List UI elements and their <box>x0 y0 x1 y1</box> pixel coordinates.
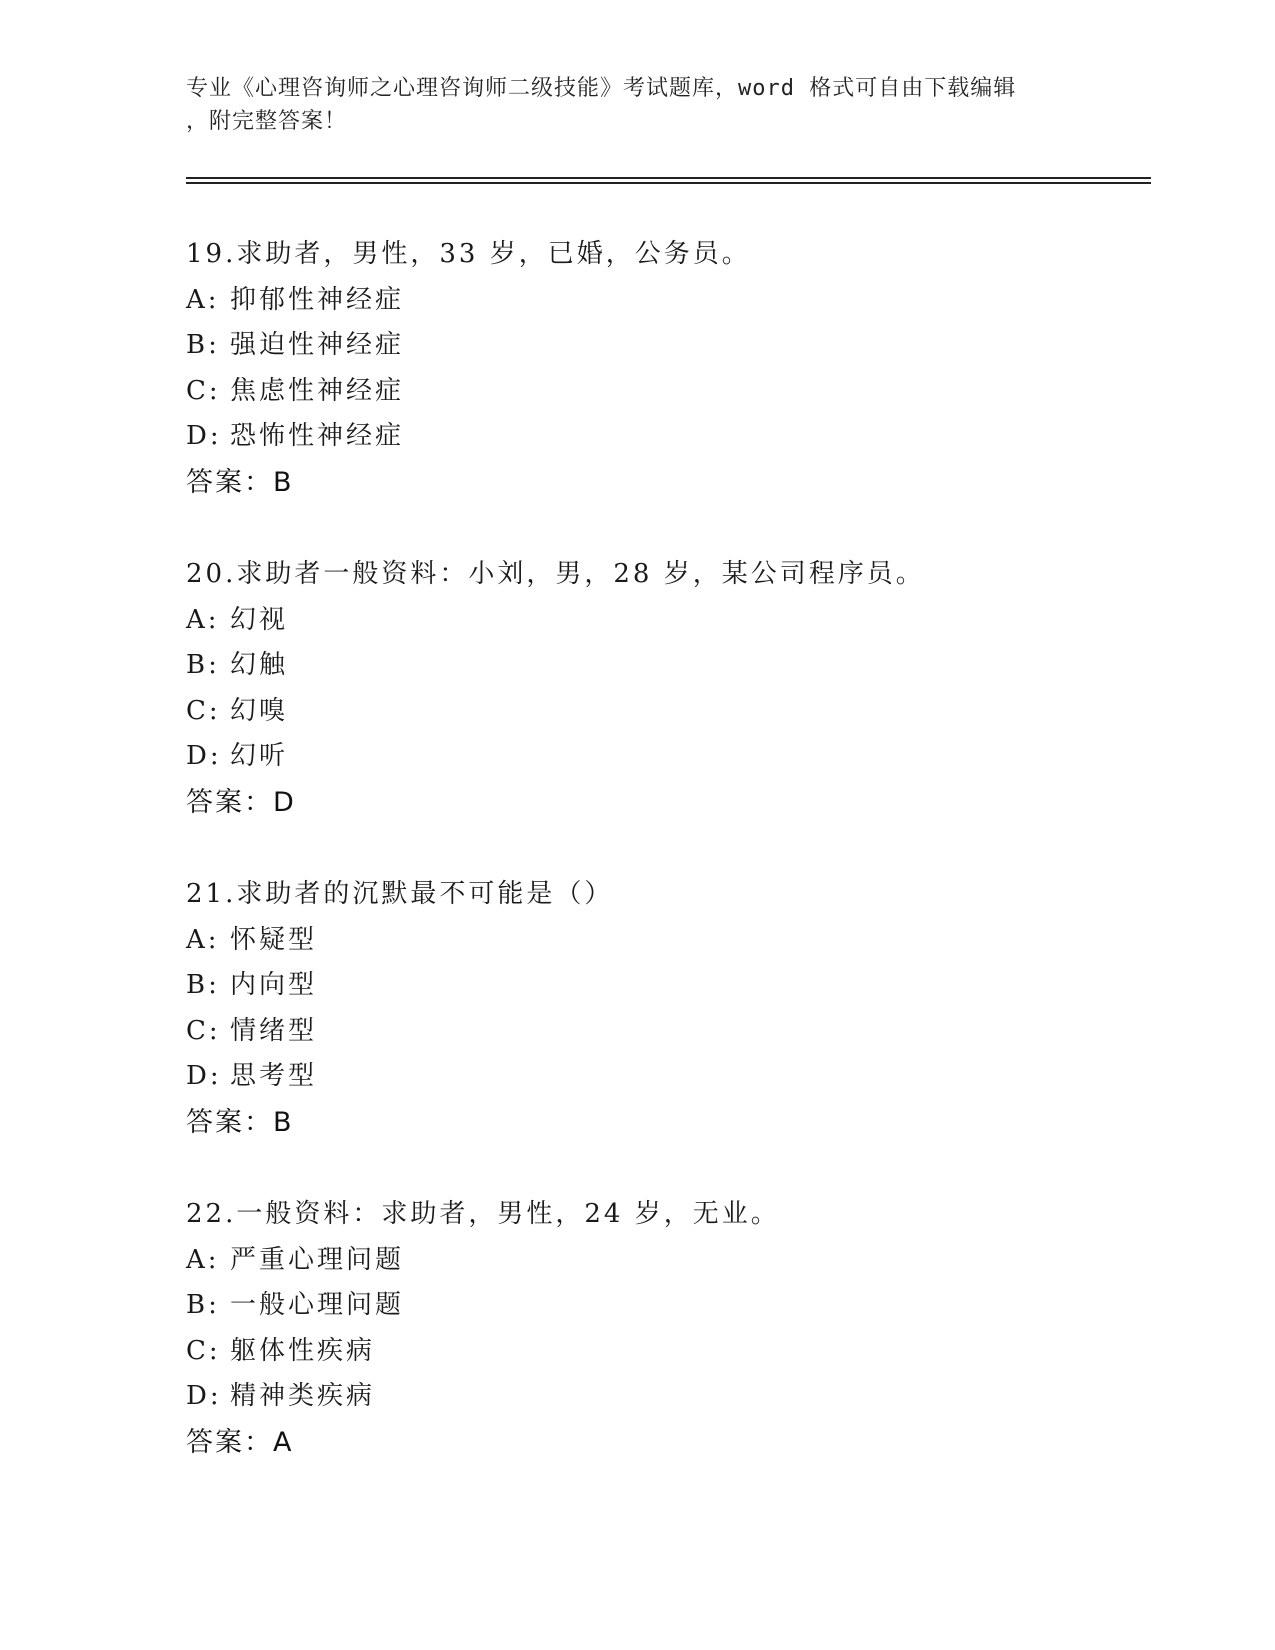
option-c <box>186 1009 1126 1055</box>
answer-value: B <box>273 466 294 498</box>
answer-value: A <box>273 1426 294 1458</box>
question-stem: 21.求助者的沉默最不可能是（） <box>186 879 614 909</box>
question-stem: 22.一般资料：求助者，男性，24 岁，无业。 <box>186 1199 780 1229</box>
option-text: 思考型 <box>230 1061 318 1091</box>
option-key: B: <box>186 330 220 360</box>
option-a <box>186 918 1126 964</box>
question-21 <box>186 872 1126 1145</box>
option-text: 内向型 <box>230 970 318 1000</box>
answer-label: 答案： <box>186 1426 273 1458</box>
option-a <box>186 598 1126 644</box>
option-b <box>186 1283 1126 1329</box>
option-key: D: <box>186 1061 222 1091</box>
option-text: 幻嗅 <box>230 695 289 726</box>
option-d <box>186 1374 1126 1420</box>
header-divider-bottom <box>186 182 1151 184</box>
document-header <box>186 72 1086 138</box>
option-text: 精神类疾病 <box>230 1381 376 1411</box>
option-text: 幻触 <box>230 650 289 680</box>
option-key: D: <box>186 741 222 771</box>
option-text: 幻视 <box>230 604 289 635</box>
option-key: B: <box>186 650 220 680</box>
option-c <box>186 689 1126 735</box>
question-22 <box>186 1192 1126 1465</box>
answer-label: 答案： <box>186 786 273 818</box>
option-key: D: <box>186 1381 222 1411</box>
header-divider-top <box>186 177 1151 179</box>
option-key: A: <box>186 924 220 955</box>
option-text: 恐怖性神经症 <box>230 421 405 451</box>
option-text: 一般心理问题 <box>230 1290 405 1320</box>
option-key: D: <box>186 421 222 451</box>
answer-line <box>186 1100 1126 1146</box>
answer-line <box>186 780 1126 826</box>
header-line-2: ，附完整答案！ <box>186 109 348 134</box>
question-stem: 20.求助者一般资料：小刘，男，28 岁，某公司程序员。 <box>186 559 925 589</box>
option-key: C: <box>186 1015 221 1046</box>
option-a <box>186 278 1126 324</box>
option-text: 抑郁性神经症 <box>230 284 405 315</box>
answer-value: B <box>273 1106 294 1138</box>
question-20 <box>186 552 1126 825</box>
option-b <box>186 643 1126 689</box>
answer-label: 答案： <box>186 1106 273 1138</box>
option-d <box>186 734 1126 780</box>
option-key: C: <box>186 375 221 406</box>
option-d <box>186 1054 1126 1100</box>
answer-value: D <box>273 786 296 818</box>
answer-line <box>186 460 1126 506</box>
option-text: 严重心理问题 <box>230 1244 405 1275</box>
option-key: B: <box>186 1290 220 1320</box>
option-key: A: <box>186 284 220 315</box>
answer-line <box>186 1420 1126 1466</box>
option-text: 幻听 <box>230 741 289 771</box>
option-text: 怀疑型 <box>230 924 318 955</box>
option-c <box>186 369 1126 415</box>
option-d <box>186 414 1126 460</box>
option-a <box>186 1238 1126 1284</box>
option-text: 情绪型 <box>230 1015 318 1046</box>
question-19 <box>186 232 1126 505</box>
answer-label: 答案： <box>186 466 273 498</box>
option-c <box>186 1329 1126 1375</box>
option-key: A: <box>186 1244 220 1275</box>
option-text: 躯体性疾病 <box>230 1335 376 1366</box>
question-stem: 19.求助者，男性，33 岁，已婚，公务员。 <box>186 239 751 269</box>
header-line-1: 专业《心理咨询师之心理咨询师二级技能》考试题库，word 格式可自由下载编辑 <box>186 76 1017 101</box>
option-text: 强迫性神经症 <box>230 330 405 360</box>
option-key: B: <box>186 970 220 1000</box>
option-b <box>186 963 1126 1009</box>
option-key: A: <box>186 604 220 635</box>
option-text: 焦虑性神经症 <box>230 375 405 406</box>
option-b <box>186 323 1126 369</box>
option-key: C: <box>186 695 221 726</box>
option-key: C: <box>186 1335 221 1366</box>
